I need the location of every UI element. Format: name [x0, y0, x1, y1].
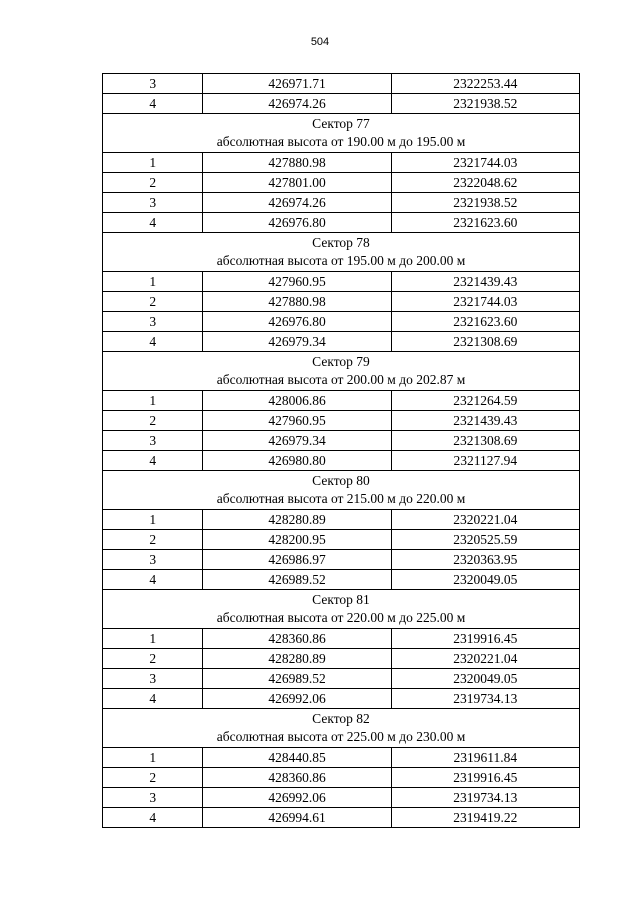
point-number-cell: 2	[103, 292, 203, 312]
x-coordinate-cell: 428200.95	[203, 530, 391, 550]
y-coordinate-cell: 2320525.59	[391, 530, 579, 550]
sector-header-row	[103, 352, 580, 391]
table-row	[103, 748, 580, 768]
point-number-cell: 2	[103, 411, 203, 431]
table-row	[103, 669, 580, 689]
x-coordinate-cell: 427880.98	[203, 292, 391, 312]
sector-header-row	[103, 590, 580, 629]
table-row	[103, 570, 580, 590]
y-coordinate-cell: 2319916.45	[391, 768, 579, 788]
y-coordinate-cell: 2321938.52	[391, 94, 579, 114]
table-row	[103, 649, 580, 669]
point-number-cell: 4	[103, 808, 203, 828]
table-row	[103, 788, 580, 808]
x-coordinate-cell: 428280.89	[203, 649, 391, 669]
y-coordinate-cell: 2321439.43	[391, 272, 579, 292]
table-row	[103, 391, 580, 411]
sector-altitude-range: абсолютная высота от 215.00 м до 220.00 м	[216, 491, 466, 506]
x-coordinate-cell: 426979.34	[203, 332, 391, 352]
x-coordinate-cell: 426989.52	[203, 570, 391, 590]
point-number-cell: 2	[103, 768, 203, 788]
y-coordinate-cell: 2319916.45	[391, 629, 579, 649]
x-coordinate-cell: 426976.80	[203, 312, 391, 332]
x-coordinate-cell: 427960.95	[203, 411, 391, 431]
point-number-cell: 1	[103, 748, 203, 768]
point-number-cell: 1	[103, 391, 203, 411]
y-coordinate-cell: 2321308.69	[391, 332, 579, 352]
point-number-cell: 3	[103, 431, 203, 451]
point-number-cell: 3	[103, 74, 203, 94]
page-number: 504	[310, 36, 330, 48]
sector-altitude-range: абсолютная высота от 190.00 м до 195.00 м	[216, 134, 466, 149]
table-row	[103, 292, 580, 312]
sector-header-row	[103, 114, 580, 153]
point-number-cell: 3	[103, 550, 203, 570]
table-row	[103, 173, 580, 193]
table-row	[103, 94, 580, 114]
y-coordinate-cell: 2320049.05	[391, 570, 579, 590]
x-coordinate-cell: 428280.89	[203, 510, 391, 530]
x-coordinate-cell: 427801.00	[203, 173, 391, 193]
sector-header	[103, 114, 580, 153]
y-coordinate-cell: 2322253.44	[391, 74, 579, 94]
table-row	[103, 272, 580, 292]
x-coordinate-cell: 428360.86	[203, 768, 391, 788]
y-coordinate-cell: 2320049.05	[391, 669, 579, 689]
table-row	[103, 629, 580, 649]
x-coordinate-cell: 426980.80	[203, 451, 391, 471]
x-coordinate-cell: 426976.80	[203, 213, 391, 233]
y-coordinate-cell: 2321127.94	[391, 451, 579, 471]
table-row	[103, 451, 580, 471]
y-coordinate-cell: 2320221.04	[391, 510, 579, 530]
table-row	[103, 689, 580, 709]
sector-title: Сектор 78	[312, 235, 370, 250]
x-coordinate-cell: 427880.98	[203, 153, 391, 173]
table-row	[103, 411, 580, 431]
y-coordinate-cell: 2321744.03	[391, 153, 579, 173]
point-number-cell: 4	[103, 213, 203, 233]
table-row	[103, 768, 580, 788]
table-row	[103, 213, 580, 233]
y-coordinate-cell: 2321623.60	[391, 213, 579, 233]
y-coordinate-cell: 2319734.13	[391, 788, 579, 808]
x-coordinate-cell: 426974.26	[203, 94, 391, 114]
y-coordinate-cell: 2321623.60	[391, 312, 579, 332]
sector-header	[103, 709, 580, 748]
point-number-cell: 4	[103, 332, 203, 352]
y-coordinate-cell: 2319611.84	[391, 748, 579, 768]
sector-title: Сектор 77	[312, 116, 370, 131]
x-coordinate-cell: 426979.34	[203, 431, 391, 451]
point-number-cell: 4	[103, 451, 203, 471]
sector-title: Сектор 81	[312, 592, 370, 607]
y-coordinate-cell: 2319419.22	[391, 808, 579, 828]
sector-altitude-range: абсолютная высота от 220.00 м до 225.00 м	[216, 610, 466, 625]
y-coordinate-cell: 2321938.52	[391, 193, 579, 213]
sector-header-row	[103, 709, 580, 748]
point-number-cell: 4	[103, 689, 203, 709]
x-coordinate-cell: 426986.97	[203, 550, 391, 570]
table-row	[103, 550, 580, 570]
coordinates-table	[102, 73, 580, 828]
point-number-cell: 4	[103, 94, 203, 114]
y-coordinate-cell: 2322048.62	[391, 173, 579, 193]
table-row	[103, 74, 580, 94]
y-coordinate-cell: 2321744.03	[391, 292, 579, 312]
sector-altitude-range: абсолютная высота от 225.00 м до 230.00 м	[216, 729, 466, 744]
sector-header	[103, 352, 580, 391]
x-coordinate-cell: 426974.26	[203, 193, 391, 213]
x-coordinate-cell: 427960.95	[203, 272, 391, 292]
y-coordinate-cell: 2320221.04	[391, 649, 579, 669]
point-number-cell: 3	[103, 669, 203, 689]
x-coordinate-cell: 428440.85	[203, 748, 391, 768]
table-row	[103, 193, 580, 213]
table-row	[103, 510, 580, 530]
point-number-cell: 4	[103, 570, 203, 590]
point-number-cell: 1	[103, 629, 203, 649]
y-coordinate-cell: 2321264.59	[391, 391, 579, 411]
sector-header	[103, 233, 580, 272]
point-number-cell: 2	[103, 530, 203, 550]
sector-title: Сектор 79	[312, 354, 370, 369]
y-coordinate-cell: 2321439.43	[391, 411, 579, 431]
sector-title: Сектор 82	[312, 711, 370, 726]
sector-title: Сектор 80	[312, 473, 370, 488]
coordinates-table-body	[103, 74, 580, 828]
x-coordinate-cell: 426992.06	[203, 689, 391, 709]
point-number-cell: 1	[103, 153, 203, 173]
point-number-cell: 3	[103, 312, 203, 332]
table-row	[103, 332, 580, 352]
point-number-cell: 3	[103, 788, 203, 808]
point-number-cell: 1	[103, 272, 203, 292]
y-coordinate-cell: 2321308.69	[391, 431, 579, 451]
table-row	[103, 312, 580, 332]
sector-header-row	[103, 233, 580, 272]
table-row	[103, 808, 580, 828]
sector-header	[103, 590, 580, 629]
table-row	[103, 431, 580, 451]
point-number-cell: 1	[103, 510, 203, 530]
x-coordinate-cell: 426971.71	[203, 74, 391, 94]
x-coordinate-cell: 426994.61	[203, 808, 391, 828]
point-number-cell: 2	[103, 649, 203, 669]
table-row	[103, 153, 580, 173]
y-coordinate-cell: 2319734.13	[391, 689, 579, 709]
sector-header	[103, 471, 580, 510]
x-coordinate-cell: 426992.06	[203, 788, 391, 808]
sector-altitude-range: абсолютная высота от 200.00 м до 202.87 м	[216, 372, 466, 387]
sector-altitude-range: абсолютная высота от 195.00 м до 200.00 м	[216, 253, 466, 268]
point-number-cell: 3	[103, 193, 203, 213]
sector-header-row	[103, 471, 580, 510]
y-coordinate-cell: 2320363.95	[391, 550, 579, 570]
x-coordinate-cell: 426989.52	[203, 669, 391, 689]
x-coordinate-cell: 428360.86	[203, 629, 391, 649]
x-coordinate-cell: 428006.86	[203, 391, 391, 411]
table-row	[103, 530, 580, 550]
point-number-cell: 2	[103, 173, 203, 193]
